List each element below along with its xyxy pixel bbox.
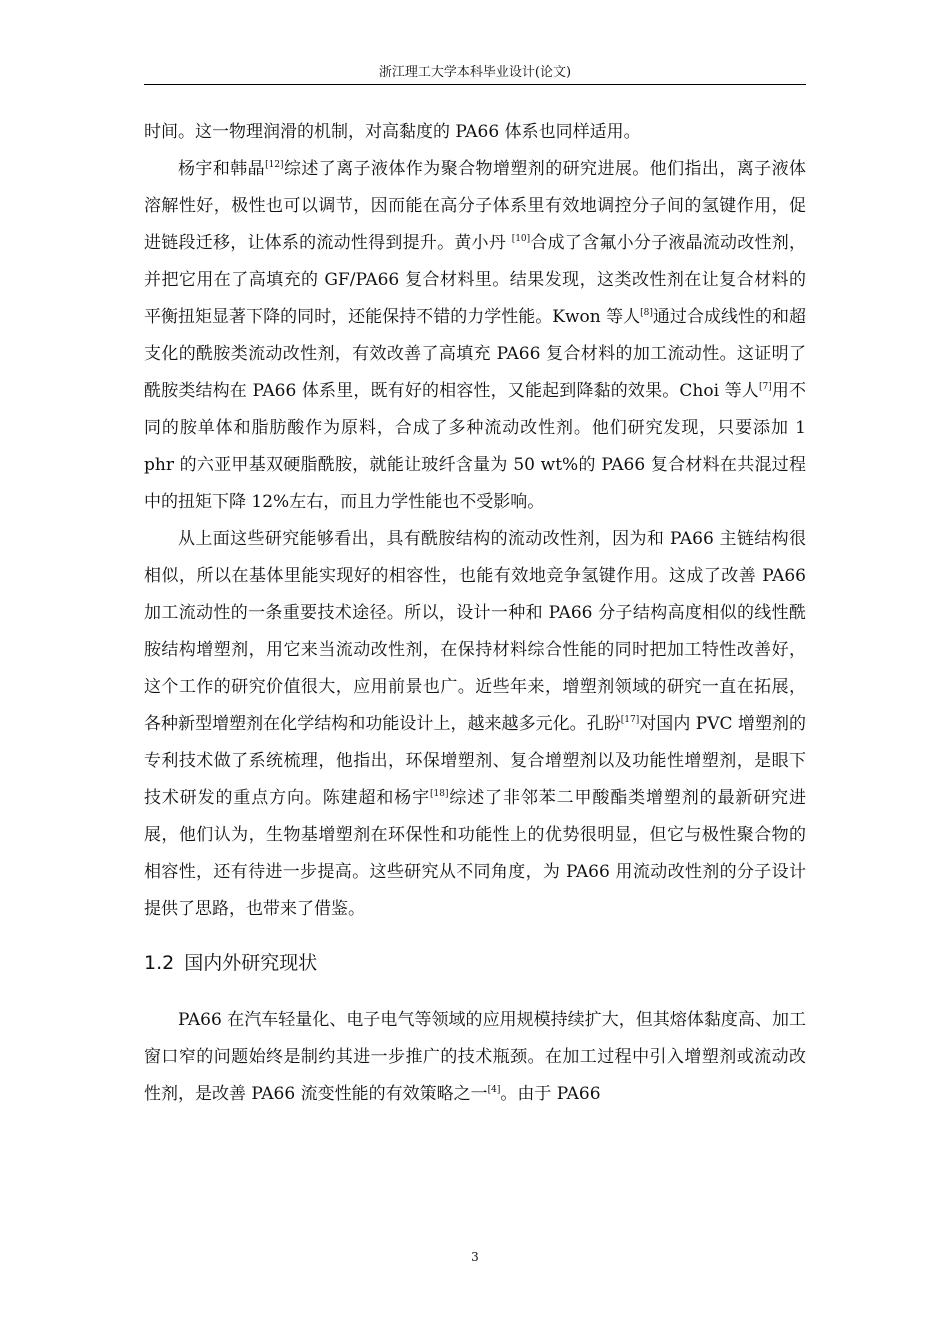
citation-ref: [8] [640, 308, 653, 318]
paragraph-text: 通过合成线性的和超支化的酰胺类流动改性剂，有效改善了高填充 PA66 复合材料的加工流动性。这证明了酰胺类结构在 PA66 体系里，既有好的相容性，又能起到降黏的效果。Choi 等人 [144, 307, 807, 401]
page-body [144, 114, 806, 1113]
paragraph-text: 。由于 PA66 [500, 1084, 601, 1104]
paragraphs-before-section [144, 114, 806, 928]
body-paragraph [144, 114, 806, 151]
section-number: 1.2 [144, 952, 175, 974]
body-paragraph [144, 521, 806, 928]
paragraph-text: 合成了含氟小分子液晶流动改性剂，并把它用在了高填充的 GF/PA66 复合材料里。结果发现，这类改性剂在让复合材料的平衡扭矩显著下降的同时，还能保持不错的力学性能。Kwon 等人 [144, 233, 807, 327]
paragraphs-after-section [144, 1002, 806, 1113]
page-number: 3 [471, 1250, 479, 1264]
paragraph-text: 从上面这些研究能够看出，具有酰胺结构的流动改性剂，因为和 PA66 主链结构很相似，所以在基体里能实现好的相容性，也能有效地竞争氢键作用。这成了改善 PA66 加工流动性的一条重要技术途径。所以，设计一种和 PA66 分子结构高度相似的线性酰胺结构增塑剂，用它来当流动改性剂，在保持材料综合性能的同时把加工特性改善好，这个工作的研究价值很大，应用前景也广。近些年来，增塑剂领域的研究一直在拓展，各种新型增塑剂在化学结构和功能设计上，越来越多元化。孔盼 [144, 529, 806, 734]
citation-ref: [4] [487, 1085, 501, 1095]
paragraph-text: PA66 在汽车轻量化、电子电气等领域的应用规模持续扩大，但其熔体黏度高、加工窗口窄的问题始终是制约其进一步推广的技术瓶颈。在加工过程中引入增塑剂或流动改性剂，是改善 PA66 流变性能的有效策略之一 [144, 1010, 806, 1104]
citation-ref: [10] [511, 234, 531, 244]
body-paragraph [144, 151, 806, 521]
paragraph-text: 杨宇和韩晶 [178, 159, 266, 179]
running-header: 浙江理工大学本科毕业设计(论文) [144, 64, 806, 85]
section-heading [144, 948, 806, 978]
body-paragraph [144, 1002, 806, 1113]
paragraph-text: 综述了离子液体作为聚合物增塑剂的研究进展。他们指出，离子液体溶解性好，极性也可以调节，因而能在高分子体系里有效地调控分子间的氢键作用，促进链段迁移，让体系的流动性得到提升。黄小丹 [144, 159, 807, 253]
section-title: 国内外研究现状 [184, 952, 318, 974]
citation-ref: [12] [265, 160, 284, 170]
paragraph-text: 时间。这一物理润滑的机制，对高黏度的 PA66 体系也同样适用。 [144, 122, 641, 142]
citation-ref: [17] [620, 715, 640, 725]
citation-ref: [7] [758, 382, 772, 392]
paragraph-text: 综述了非邻苯二甲酸酯类增塑剂的最新研究进展，他们认为，生物基增塑剂在环保性和功能性上的优势很明显，但它与极性聚合物的相容性，还有待进一步提高。这些研究从不同角度，为 PA66 用流动改性剂的分子设计提供了思路，也带来了借鉴。 [144, 788, 807, 919]
paragraph-text: 用不同的胺单体和脂肪酸作为原料，合成了多种流动改性剂。他们研究发现，只要添加 1 phr 的六亚甲基双硬脂酰胺，就能让玻纤含量为 50 wt%的 PA66 复合材料在共混过程中的扭矩下降 12%左右，而且力学性能也不受影响。 [144, 381, 807, 512]
paragraph-text: 对国内 PVC 增塑剂的专利技术做了系统梳理，他指出，环保增塑剂、复合增塑剂以及功能性增塑剂，是眼下技术研发的重点方向。陈建超和杨宇 [144, 714, 807, 808]
citation-ref: [18] [430, 789, 449, 799]
